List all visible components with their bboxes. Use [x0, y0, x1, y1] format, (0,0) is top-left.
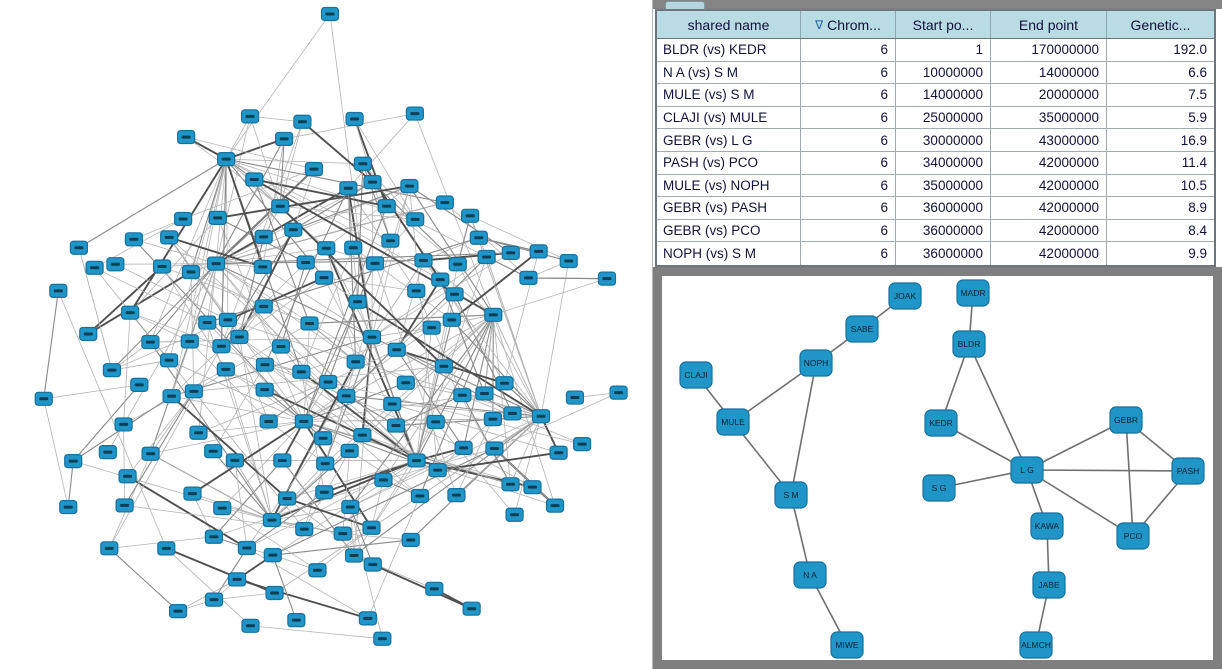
table-cell[interactable]: 170000000 — [991, 39, 1107, 62]
overview-node-label — [537, 415, 546, 418]
overview-node-label — [439, 365, 448, 368]
overview-node-label — [415, 494, 424, 497]
overview-node-label — [358, 434, 367, 437]
table-row[interactable] — [657, 129, 1214, 152]
overview-node-label — [305, 322, 314, 325]
overview-node-label — [411, 218, 420, 221]
overview-node-label — [111, 263, 120, 266]
overview-node-label — [158, 265, 167, 268]
overview-node-label — [221, 368, 230, 371]
overview-node-label — [235, 336, 244, 339]
table-cell[interactable]: 36000000 — [896, 220, 991, 243]
overview-node-label — [368, 563, 377, 566]
overview-node-label — [278, 459, 287, 462]
overview-node-label — [276, 205, 285, 208]
table-row[interactable] — [657, 175, 1214, 198]
overview-edge — [79, 159, 226, 248]
overview-node-label — [209, 535, 218, 538]
table-cell[interactable]: 11.4 — [1107, 152, 1214, 175]
overview-node-label — [188, 492, 197, 495]
overview-node-label — [292, 619, 301, 622]
table-cell[interactable]: PASH (vs) PCO — [657, 152, 801, 175]
overview-node-label — [213, 216, 222, 219]
overview-node-label — [363, 617, 372, 620]
overview-edge — [151, 421, 304, 453]
overview-node-label — [298, 120, 307, 123]
overview-edge — [350, 416, 541, 507]
table-cell[interactable]: GEBR (vs) PASH — [657, 197, 801, 220]
network-node-label: PASH — [1176, 466, 1200, 476]
attribute-table-body — [657, 38, 1214, 265]
overview-node-label — [260, 388, 269, 391]
overview-node-label — [146, 341, 155, 344]
overview-node-label — [246, 115, 255, 118]
table-cell[interactable]: NOPH (vs) S M — [657, 242, 801, 265]
overview-node-label — [453, 263, 462, 266]
network-node-label: MADR — [960, 288, 986, 298]
attribute-table — [655, 9, 1216, 267]
overview-node-label — [427, 326, 436, 329]
overview-node-label — [570, 396, 579, 399]
table-row[interactable] — [657, 197, 1214, 220]
overview-node-label — [264, 420, 273, 423]
overview-edge — [150, 159, 226, 342]
overview-edge — [494, 393, 618, 449]
table-cell[interactable]: 42000000 — [991, 175, 1107, 198]
overview-node-label — [386, 239, 395, 242]
overview-node-label — [524, 276, 533, 279]
overview-edge — [373, 565, 472, 609]
overview-node-label — [410, 112, 419, 115]
column-header-4[interactable] — [1107, 11, 1214, 38]
overview-edge — [228, 278, 324, 320]
overview-node-label — [90, 266, 99, 269]
overview-node-label — [259, 235, 268, 238]
column-header-label: End point — [1018, 16, 1079, 33]
overview-node-label — [392, 424, 401, 427]
table-cell[interactable]: 20000000 — [991, 84, 1107, 107]
network-node-label: JOAK — [893, 291, 917, 301]
column-header-label: Chrom... — [827, 16, 881, 33]
overview-node-label — [203, 321, 212, 324]
detail-network-canvas[interactable] — [662, 276, 1213, 660]
overview-node-label — [371, 262, 380, 265]
table-cell[interactable]: 16.9 — [1107, 129, 1214, 152]
overview-node-label — [358, 162, 367, 165]
network-node-label: MULE — [721, 417, 745, 427]
overview-node-label — [500, 382, 509, 385]
overview-node-label — [182, 136, 191, 139]
overview-node-label — [412, 459, 421, 462]
overview-edge — [124, 424, 125, 505]
overview-node-label — [250, 178, 259, 181]
overview-edge — [172, 396, 288, 498]
network-node-label: L G — [1020, 465, 1034, 475]
table-cell[interactable]: 6 — [801, 242, 896, 265]
network-node-label: MIWE — [835, 640, 859, 650]
overview-node-label — [406, 538, 415, 541]
right-panel — [653, 0, 1222, 669]
overview-edge — [250, 626, 382, 639]
network-node-label: KAWA — [1034, 521, 1060, 531]
table-cell[interactable]: 34000000 — [896, 152, 991, 175]
table-cell[interactable]: MULE (vs) S M — [657, 84, 801, 107]
overview-node-label — [210, 598, 219, 601]
overview-node-label — [342, 394, 351, 397]
overview-node-label — [217, 345, 226, 348]
overview-node-label — [189, 390, 198, 393]
table-cell[interactable]: 6 — [801, 107, 896, 130]
table-cell[interactable]: 6 — [801, 175, 896, 198]
table-tab[interactable] — [665, 1, 705, 9]
network-node-label: S M — [783, 490, 799, 500]
overview-node-label — [466, 214, 475, 217]
overview-node-label — [120, 504, 129, 507]
overview-node-label — [344, 187, 353, 190]
overview-node-label — [350, 554, 359, 557]
overview-node-label — [436, 278, 445, 281]
overview-edge — [346, 257, 486, 396]
overview-node-label — [367, 336, 376, 339]
overview-node-label — [554, 451, 563, 454]
overview-node-label — [353, 300, 362, 303]
overview-node-label — [162, 547, 171, 550]
overview-node-label — [488, 418, 497, 421]
overview-node-label — [223, 318, 232, 321]
overview-node-label — [260, 363, 269, 366]
overview-node-label — [146, 452, 155, 455]
table-cell[interactable]: 43000000 — [991, 129, 1107, 152]
overview-edge — [409, 186, 510, 253]
overview-node-label — [123, 475, 132, 478]
overview-node-label — [379, 478, 388, 481]
overview-node-label — [367, 526, 376, 529]
overview-node-label — [103, 451, 112, 454]
overview-node-label — [267, 519, 276, 522]
overview-node-label — [346, 505, 355, 508]
network-node-label: NOPH — [803, 358, 829, 368]
overview-node-label — [578, 443, 587, 446]
overview-node-label — [74, 246, 83, 249]
table-cell[interactable]: 42000000 — [991, 220, 1107, 243]
overview-edge — [216, 116, 250, 263]
overview-node-label — [119, 423, 128, 426]
overview-node-label — [258, 265, 267, 268]
overview-node-label — [218, 507, 227, 510]
overview-node-label — [84, 332, 93, 335]
overview-node-label — [405, 185, 414, 188]
overview-node-label — [447, 318, 456, 321]
overview-edge — [44, 399, 69, 507]
overview-node-label — [508, 412, 517, 415]
network-node-label: PCO — [1123, 531, 1143, 541]
overview-node-label — [440, 201, 449, 204]
overview-node-label — [458, 394, 467, 397]
table-cell[interactable]: 6 — [801, 39, 896, 62]
overview-node-label — [165, 236, 174, 239]
overview-node-label — [313, 569, 322, 572]
overview-edge — [44, 291, 59, 399]
overview-node-label — [506, 483, 515, 486]
table-cell[interactable]: 6 — [801, 84, 896, 107]
table-cell[interactable]: 36000000 — [896, 197, 991, 220]
overview-node-label — [301, 261, 310, 264]
overview-node-label — [320, 491, 329, 494]
overview-node-label — [126, 311, 135, 314]
overview-node-label — [105, 547, 114, 550]
overview-node-label — [467, 607, 476, 610]
network-edge-LG-PASH[interactable] — [1027, 470, 1188, 471]
overview-node-label — [534, 250, 543, 253]
overview-node-label — [230, 459, 239, 462]
table-cell[interactable]: 5.9 — [1107, 107, 1214, 130]
table-panel-top-strip — [653, 0, 1222, 9]
overview-node-label — [551, 504, 560, 507]
table-cell[interactable]: GEBR (vs) PCO — [657, 220, 801, 243]
table-cell[interactable]: N A (vs) S M — [657, 62, 801, 85]
overview-node-label — [289, 228, 298, 231]
overview-node-label — [452, 494, 461, 497]
table-row[interactable] — [657, 62, 1214, 85]
table-cell[interactable]: 35000000 — [991, 107, 1107, 130]
overview-node-label — [378, 637, 387, 640]
overview-node-label — [129, 238, 138, 241]
table-cell[interactable]: 10.5 — [1107, 175, 1214, 198]
overview-node-label — [233, 578, 242, 581]
overview-edge — [226, 159, 228, 320]
column-header-1[interactable] — [801, 11, 896, 38]
overview-node-label — [350, 117, 359, 120]
overview-edge — [109, 548, 178, 611]
overview-node-label — [297, 370, 306, 373]
overview-node-label — [186, 270, 195, 273]
column-header-2[interactable] — [896, 11, 991, 38]
network-node-label: ALMCH — [1021, 640, 1051, 650]
table-cell[interactable]: 6.6 — [1107, 62, 1214, 85]
overview-node-label — [319, 276, 328, 279]
overview-node-label — [392, 348, 401, 351]
overview-node-label — [489, 313, 498, 316]
overview-edge — [124, 313, 131, 425]
overview-node-label — [270, 591, 279, 594]
table-cell[interactable]: 8.4 — [1107, 220, 1214, 243]
table-cell[interactable]: 30000000 — [896, 129, 991, 152]
table-row[interactable] — [657, 152, 1214, 175]
table-row[interactable] — [657, 84, 1214, 107]
overview-node-label — [212, 262, 221, 265]
table-cell[interactable]: 42000000 — [991, 152, 1107, 175]
overview-edge — [541, 261, 569, 416]
table-cell[interactable]: 9.9 — [1188, 246, 1207, 262]
overview-node-label — [490, 447, 499, 450]
column-header-label: Genetic... — [1130, 16, 1191, 33]
overview-node-label — [242, 547, 251, 550]
table-cell[interactable]: 6 — [801, 129, 896, 152]
overview-node-label — [54, 289, 63, 292]
overview-node-label — [433, 469, 442, 472]
table-row[interactable] — [657, 39, 1214, 62]
overview-node-label — [309, 168, 318, 171]
column-header-0[interactable] — [657, 11, 801, 38]
overview-node-label — [107, 369, 116, 372]
overview-node-label — [64, 506, 73, 509]
overview-node-label — [222, 158, 231, 161]
overview-node-label — [69, 460, 78, 463]
overview-node-label — [194, 431, 203, 434]
overview-node-label — [321, 462, 330, 465]
table-cell[interactable]: 14000000 — [991, 62, 1107, 85]
overview-node-label — [349, 246, 358, 249]
network-node-label: KEDR — [929, 418, 953, 428]
overview-node-label — [300, 528, 309, 531]
table-cell[interactable]: 192.0 — [1107, 39, 1214, 62]
table-cell[interactable]: MULE (vs) NOPH — [657, 175, 801, 198]
table-cell[interactable]: CLAJI (vs) MULE — [657, 107, 801, 130]
overview-node-label — [135, 383, 144, 386]
overview-edge — [493, 279, 607, 315]
overview-node-label — [564, 260, 573, 263]
overview-node-label — [382, 205, 391, 208]
overview-edge — [368, 496, 420, 618]
table-cell[interactable]: 6 — [801, 62, 896, 85]
overview-node-label — [506, 251, 515, 254]
table-cell[interactable]: 36000000 — [896, 242, 991, 265]
table-row[interactable] — [657, 220, 1214, 243]
table-cell[interactable]: 6 — [801, 197, 896, 220]
overview-node-label — [480, 392, 489, 395]
overview-node-label — [322, 247, 331, 250]
overview-node-label — [277, 345, 286, 348]
overview-node-label — [167, 395, 176, 398]
overview-node-label — [268, 554, 277, 557]
table-cell[interactable]: 1 — [896, 39, 991, 62]
network-node-label: N A — [803, 570, 817, 580]
table-cell[interactable]: GEBR (vs) L G — [657, 129, 801, 152]
overview-node-label — [345, 449, 354, 452]
network-edge-BLDR-LG[interactable] — [969, 344, 1027, 470]
network-node-label: GEBR — [1113, 415, 1139, 425]
overview-node-label — [280, 137, 289, 140]
overview-node-label — [246, 624, 255, 627]
overview-node-label — [319, 437, 328, 440]
overview-node-label — [431, 420, 440, 423]
table-cell[interactable]: 6 — [801, 152, 896, 175]
table-cell[interactable]: 6 — [801, 220, 896, 243]
table-row[interactable] — [657, 242, 1214, 265]
network-node-label: S G — [931, 483, 947, 493]
overview-node-label — [528, 486, 537, 489]
overview-node-label — [209, 450, 218, 453]
overview-node-label — [185, 340, 194, 343]
overview-node-label — [430, 587, 439, 590]
overview-node-label — [324, 380, 333, 383]
attribute-table-header-row — [657, 11, 1214, 38]
column-header-label: Start po... — [912, 16, 974, 33]
filter-icon[interactable]: ∇ — [815, 17, 824, 32]
table-cell[interactable]: 10000000 — [896, 62, 991, 85]
overview-node-label — [450, 293, 459, 296]
table-cell[interactable]: 35000000 — [896, 175, 991, 198]
network-edge-GEBR-PCO[interactable] — [1126, 420, 1133, 536]
overview-node-label — [368, 181, 377, 184]
overview-node-label — [614, 391, 623, 394]
table-cell[interactable]: 42000000 — [991, 197, 1107, 220]
overview-node-label — [39, 397, 48, 400]
overview-node-label — [351, 360, 360, 363]
overview-node-label — [299, 420, 308, 423]
overview-edge — [235, 460, 247, 548]
network-node-label: BLDR — [957, 339, 981, 349]
network-node-label: JABE — [1038, 580, 1060, 590]
overview-node-label — [179, 217, 188, 220]
overview-node-label — [482, 255, 491, 258]
overview-node-label — [401, 381, 410, 384]
network-edge-NOPH-SM[interactable] — [791, 363, 816, 495]
overview-node-label — [459, 446, 468, 449]
overview-node-label — [174, 610, 183, 613]
overview-node-label — [602, 277, 611, 280]
overview-node-label — [326, 13, 335, 16]
overview-node-label — [419, 259, 428, 262]
table-cell[interactable]: 14000000 — [896, 84, 991, 107]
table-cell[interactable]: BLDR (vs) KEDR — [657, 39, 801, 62]
overview-node-label — [259, 305, 268, 308]
column-header-label: shared name — [687, 16, 770, 33]
table-cell[interactable]: 25000000 — [896, 107, 991, 130]
overview-node-label — [283, 497, 292, 500]
overview-edge — [528, 278, 607, 279]
table-row[interactable] — [657, 107, 1214, 130]
overview-node-label — [474, 236, 483, 239]
network-node-label: SABE — [850, 324, 874, 334]
table-cell[interactable]: 8.9 — [1107, 197, 1214, 220]
table-cell[interactable]: 7.5 — [1107, 84, 1214, 107]
overview-node-label — [338, 532, 347, 535]
network-node-label: CLAJI — [684, 370, 708, 380]
table-cell[interactable]: 42000000 — [991, 242, 1107, 265]
overview-node-label — [388, 403, 397, 406]
overview-node-label — [510, 513, 519, 516]
overview-node-label — [165, 359, 174, 362]
detail-network-panel — [653, 267, 1222, 669]
column-header-3[interactable] — [991, 11, 1107, 38]
overview-node-label — [412, 289, 421, 292]
